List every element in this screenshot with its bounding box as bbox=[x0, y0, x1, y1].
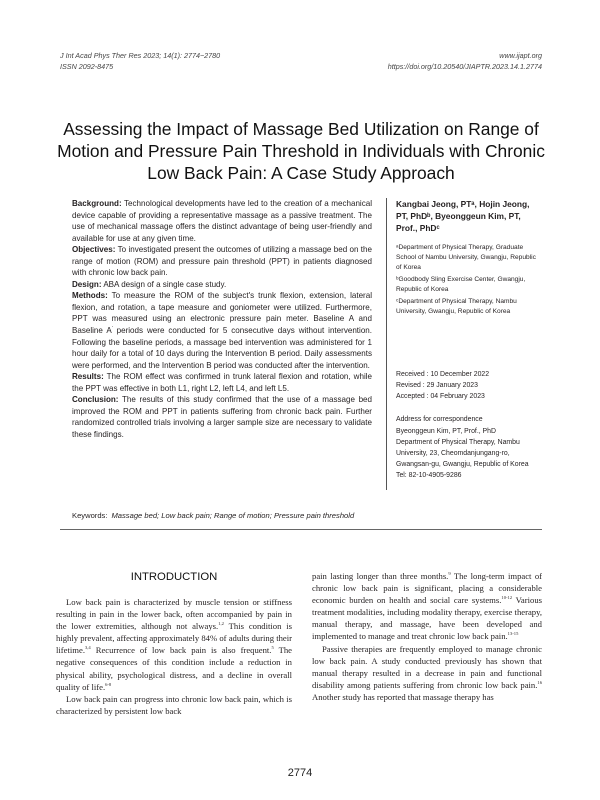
body-column-left bbox=[56, 596, 292, 717]
page-number: 2774 bbox=[287, 767, 313, 779]
objectives-text: To investigated present the outcomes of utilizing a massage bed on the range of motion (ROM) and pressure pain threshold (PPT) in patients diagnosed with chronic low back pain. bbox=[72, 245, 372, 278]
abstract bbox=[72, 198, 372, 440]
intro-r1-c: Various treatment modalities, including modality therapy, exercise therapy, manual therapy, and massage, have been developed and implemented to manage and treat chronic low back pain. bbox=[312, 595, 543, 642]
citation-ref[interactable]: 3,4 bbox=[84, 645, 91, 651]
citation-ref[interactable]: 1,2 bbox=[218, 621, 224, 627]
results-text: The ROM effect was confirmed in trunk lateral flexion and rotation, while the PPT was effective in both L1, right L2, left L4, and left L5. bbox=[72, 372, 372, 393]
author-list: Kangbai Jeong, PTᵃ, Hojin Jeong, PT, PhDᵇ, Byeonggeun Kim, PT, Prof., PhDᶜ bbox=[396, 199, 530, 233]
section-divider bbox=[60, 529, 542, 530]
abstract-conclusion bbox=[72, 394, 372, 440]
intro-r1-a: pain lasting longer than three months. bbox=[312, 571, 449, 581]
citation-ref[interactable]: 16 bbox=[537, 679, 542, 685]
affiliation-b: ᵇGoodbody Sling Exercise Center, Gwangju, Republic of Korea bbox=[396, 276, 526, 293]
methods-label: Methods: bbox=[72, 291, 108, 301]
affiliations bbox=[396, 243, 542, 317]
intro-r2-b: Another study has reported that massage therapy has bbox=[312, 691, 494, 702]
abstract-objectives bbox=[72, 244, 372, 279]
citation-ref[interactable]: 9 bbox=[448, 571, 451, 576]
citation-ref[interactable]: 13-15 bbox=[507, 631, 519, 637]
correspondence-name: Byeonggeun Kim, PT, Prof., PhD bbox=[396, 428, 496, 435]
conclusion-label: Conclusion: bbox=[72, 395, 119, 405]
correspondence-address: Department of Physical Therapy, Nambu University, 23, Cheomdanjungang-ro, Gwangsan-gu, Gwangju, Republic of Korea bbox=[396, 439, 529, 468]
affiliation-a: ᵃDepartment of Physical Therapy, Graduate School of Nambu University, Gwangju, Republic of Korea bbox=[396, 244, 536, 271]
objectives-label: Objectives: bbox=[72, 245, 116, 255]
intro-p1-c: Recurrence of low back pain is also frequent. bbox=[90, 645, 272, 656]
abstract-design bbox=[72, 279, 372, 291]
abstract-methods bbox=[72, 290, 372, 371]
citation-ref[interactable]: 5 bbox=[271, 645, 274, 651]
methods-text-b: periods were conducted for 5 consecutive days without intervention. Following the baseline periods, a massage bed intervention was administered for 1 hour daily for a total of 10 days during the Intervention B period. Daily assessments were performed, and the Intervention B period was conducted after the intervention. bbox=[72, 326, 373, 370]
citation-ref[interactable]: 6-8 bbox=[105, 681, 112, 687]
abstract-results bbox=[72, 371, 372, 394]
journal-header-left bbox=[60, 50, 220, 72]
journal-citation: J Int Acad Phys Ther Res 2023; 14(1): 2774~2780 bbox=[60, 51, 221, 60]
section-heading-introduction: INTRODUCTION bbox=[130, 571, 218, 583]
keywords-value: Massage bed; Low back pain; Range of motion; Pressure pain threshold bbox=[111, 511, 355, 520]
intro-p1-a: Low back pain is characterized by muscle tension or stiffness resulting in pain in the lower back, often accompanied by pain in the lower extremities, although not always. bbox=[56, 597, 292, 632]
methods-text-a: To measure the ROM of the subject's trunk flexion, extension, lateral flexion, and rotation, a tape measure and goniometer were utilized. Furthermore, PPT was measured using an electronic pressure pain meter. Baseline A and Baseline A bbox=[72, 291, 372, 336]
correspondence bbox=[396, 414, 542, 481]
intro-paragraph-2-cont bbox=[312, 570, 542, 643]
background-text: Technological developments have led to the creation of a mechanical device capable of providing a representative massage as a passive treatment. The use of mechanical massage offers the distinct advantage of being user-friendly and available for use at any given time. bbox=[72, 199, 372, 243]
methods-prime: ' bbox=[111, 325, 113, 331]
design-text: ABA design of a single case study. bbox=[103, 279, 227, 289]
received-date: Received : 10 December 2022 bbox=[396, 371, 490, 378]
body-column-right bbox=[312, 570, 542, 703]
correspondence-tel: Tel: 82-10-4905-9286 bbox=[396, 472, 462, 479]
article-title: Assessing the Impact of Massage Bed Utilization on Range of Motion and Pressure Pain Threshold in Individuals with Chronic Low Back Pain: A Case Study Approach bbox=[57, 119, 545, 183]
doi-link[interactable]: https://doi.org/10.20540/JIAPTR.2023.14.1.2774 bbox=[387, 62, 542, 71]
intro-paragraph-2: Low back pain can progress into chronic low back pain, which is characterized by persistent low back bbox=[56, 693, 292, 716]
article-info bbox=[396, 198, 542, 481]
intro-r2-a: Passive therapies are frequently employed to manage chronic low back pain. A study conducted previously has shown that manual therapy resulted in a decrease in pain and functional disability among patients suffering from chronic low back pain. bbox=[312, 643, 542, 690]
background-label: Background: bbox=[72, 199, 122, 208]
accepted-date: Accepted : 04 February 2023 bbox=[396, 393, 485, 400]
intro-paragraph-3 bbox=[312, 643, 542, 703]
journal-website-link[interactable]: www.ijapt.org bbox=[499, 51, 542, 60]
correspondence-title: Address for correspondence bbox=[396, 416, 483, 423]
revised-date: Revised : 29 January 2023 bbox=[396, 382, 478, 389]
conclusion-text: The results of this study confirmed that the use of a massage bed improved the ROM and PPT in patients suffering from chronic back pain. Further randomized controlled trials involving a larger sample size are necessary to validate these findings. bbox=[72, 395, 373, 439]
citation-ref[interactable]: 10-12 bbox=[501, 595, 513, 601]
abstract-background bbox=[72, 198, 372, 244]
keywords bbox=[72, 511, 354, 520]
column-divider bbox=[386, 198, 387, 490]
design-label: Design: bbox=[72, 279, 102, 289]
intro-r1-b: The long-term impact of chronic low back pain is significant, placing a considerable economic burden on health and social care systems. bbox=[312, 571, 543, 606]
keywords-label: Keywords: bbox=[72, 511, 108, 520]
intro-p1-b: This condition is highly prevalent, affecting approximately 84% of adults during their lifetime. bbox=[56, 621, 293, 656]
journal-header-right bbox=[388, 50, 542, 72]
article-dates bbox=[396, 369, 542, 402]
intro-p1-d: The negative consequences of this condition include a reduction in physical ability, psychological distress, and a decline in overall quality of life. bbox=[56, 645, 292, 692]
intro-paragraph-1 bbox=[56, 596, 292, 693]
issn: ISSN 2092-8475 bbox=[60, 62, 114, 71]
affiliation-c: ᶜDepartment of Physical Therapy, Nambu University, Gwangju, Republic of Korea bbox=[396, 298, 517, 315]
results-label: Results: bbox=[72, 372, 104, 382]
